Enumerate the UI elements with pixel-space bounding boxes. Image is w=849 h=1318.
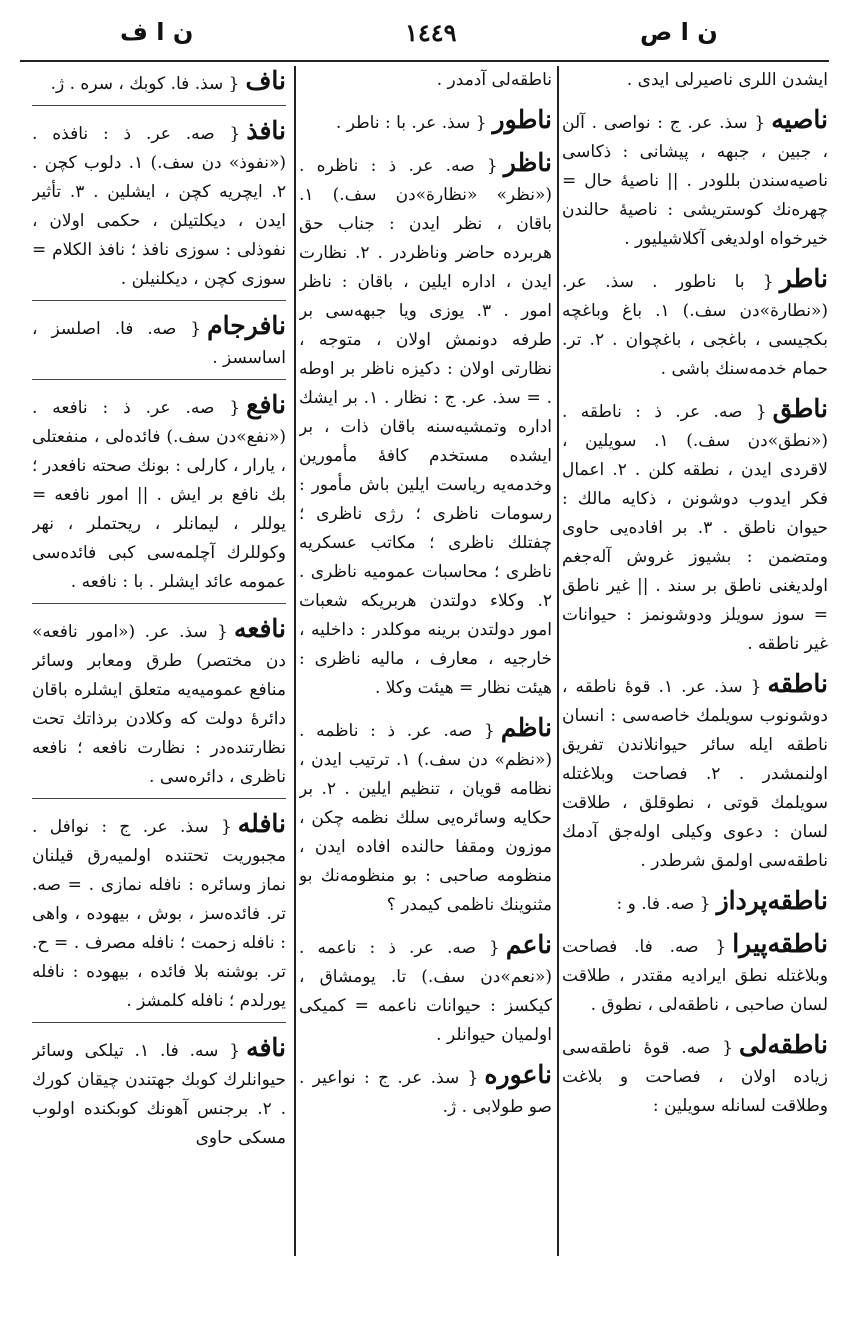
column-divider — [557, 66, 559, 1256]
entry-definition: ايشدن اللرى ناصيرلى ايدى . — [626, 70, 828, 90]
dictionary-entry — [562, 264, 828, 384]
entry-headword: نافرجام — [207, 311, 286, 340]
entry-definition: { صه. عر. ذ : ناطقه . («نطق»دن سف.) ١. سويلين ، لاقردى ايدن ، نطقه كلن . ٢. اعمال فكر ايدوب دوشونن ، ذكايه مالك : حيوان ناطق . ٣. بر افاده‌يى حاوى ومتضمن : بشيوز غروش آله‌جغم اولديغنى ناطق بر سند . || غير ناطق = سوز سويلز ودوشونمز : حيوانات غير ناطقه . — [562, 402, 828, 654]
dictionary-entry — [32, 116, 286, 301]
dictionary-entry — [299, 1060, 552, 1122]
dictionary-entry — [32, 66, 286, 106]
column-right — [562, 66, 828, 1256]
entry-headword: نافذ — [246, 116, 286, 145]
entry-definition: { سذ. عر. («امور نافعه» دن مختصر) طرق ومعابر وسائر منافع عموميه‌يه متعلق ايشلره باقان دائرۀ دولت كه وكلادن برذاتك تحت نظارتنده‌در : نظارت نافعه ؛ نافعه ناظرى ، دائره‌سى . — [32, 622, 286, 787]
dictionary-entry — [32, 1033, 286, 1153]
column-middle — [299, 66, 552, 1256]
dictionary-entry — [562, 1030, 828, 1121]
dictionary-entry — [32, 809, 286, 1023]
entry-definition: { صه. عر. ذ : نافعه . («نفع»دن سف.) فائده‌لى ، منفعتلى ، يارار ، كارلى : بونك صحته نافعدر ؛ بك نافع بر ايش . || امور نافعه = يوللر ، ليمانلر ، ريحتملر ، نهر وكوللرك آچلمه‌سى كبى فائده‌سى عمومه عائد ايشلر . با : نافعه . — [32, 398, 286, 592]
entry-headword: ناطقه — [767, 669, 828, 698]
entry-definition: { سذ. عر. ج : نوافل . مجبوريت تحتنده اولميه‌رق قيلنان نماز وسائره : نافله نمازى . = صه. تر. فائده‌سز ، بوش ، بيهوده ، واهى : نافله زحمت ؛ نافله مصرف . = ح. تر. بوشنه بلا فائده ، بيهوده : نافله يورلدم ؛ نافله كلمشز . — [32, 817, 286, 1011]
entry-definition: { صه. عر. ذ : ناظره . («نظر» «نظارة»دن سف.) ١. باقان ، نظر ايدن : جناب حق هربرده حاضر وناظردر . ٢. نظارت ايدن ، اداره ايلين ، باقان : ناظر امور . ٣. يوزى ويا جبهه‌سى بر طرفه دونمش اولان ، متوجه ، نظارتى اولان : دكيزه ناظر بر اوطه . = سذ. عر. ج : نظار . ١. بر ايشك اداره وتمشيه‌سنه باقان ذات ، بر ايشده مستخدم كافۀ مأمورين وخدمه‌يه رياست ايلين باش مأمور : رسومات ناظرى ؛ رژى ناظرى ؛ چفتلك ناظرى ؛ مكاتب عسكريه ناظرى ؛ محاسبات عموميه ناظرى . ٢. وكلاء دولتدن هربريكه شعبات امور دولتدن برينه موكلدر : داخليه ، خارجيه ، معارف ، ماليه ناظرى : هيئت نظار = هيئت وكلا . — [299, 156, 552, 698]
entry-headword: ناظم — [500, 713, 552, 742]
dictionary-entry — [32, 614, 286, 799]
dictionary-entry — [299, 930, 552, 1050]
entry-headword: ناطر — [779, 264, 828, 293]
dictionary-entry — [299, 66, 552, 95]
entry-definition: { صه. قوۀ ناطقه‌سى زياده اولان ، فصاحت و بلاغت وطلاقت لسانله سويلين : — [562, 1038, 828, 1116]
page-header — [20, 10, 829, 62]
entry-headword: نافله — [237, 809, 286, 838]
dictionary-columns — [22, 66, 828, 1256]
entry-headword: نافعه — [234, 614, 286, 643]
column-divider — [294, 66, 296, 1256]
entry-definition: { صه. عر. ذ : ناظمه . («نظم» دن سف.) ١. ترتيب ايدن ، نظامه قويان ، تنظيم ايلين . ٢. بر حكايه وسائره‌يى سلك نظمه چكن ، موزون ومقفا حالنده افاده ايدن ، منظومه صاحبى : بو منظومه‌نك بو مثنوينك ناظمى كيمدر ؟ — [299, 721, 552, 915]
entry-definition: { صه. فا. و : — [616, 894, 711, 914]
entry-headword: ناف — [245, 66, 286, 95]
entry-definition: { سذ. عر. ١. قوۀ ناطقه ، دوشونوب سويلمك خاصه‌سى : انسان ناطقه ايله سائر حيوانلاندن تفريق اولنمشدر . ٢. فصاحت وبلاغتله سويلمك قوتى ، نطوقلق ، طلاقت لسان : دعوى وكيلى اوله‌جق آدمك ناطقه‌سى اولمق شرطدر . — [562, 677, 828, 871]
entry-headword: ناعم — [505, 930, 552, 959]
entry-headword: ناعوره — [484, 1060, 552, 1089]
entry-definition: { صه. فا. اصلسز ، اساسسز . — [32, 319, 286, 368]
entry-headword: ناصيه — [771, 105, 828, 134]
entry-headword: نافع — [246, 390, 286, 419]
dictionary-entry — [562, 394, 828, 659]
dictionary-entry — [562, 886, 828, 919]
entry-headword: ناظر — [503, 148, 552, 177]
entry-definition: ناطقه‌لى آدمدر . — [436, 70, 552, 90]
dictionary-entry — [32, 311, 286, 380]
entry-headword: ناطقه‌پرداز — [716, 886, 828, 915]
dictionary-entry — [299, 148, 552, 703]
header-right-letters: ن ا ص — [640, 18, 718, 46]
dictionary-entry — [32, 390, 286, 604]
entry-definition: { صه. فا. فصاحت وبلاغتله نطق ايراديه مقتدر ، طلاقت لسان صاحبى ، ناطقه‌لى ، نطوق . — [562, 937, 828, 1015]
dictionary-entry — [299, 105, 552, 138]
entry-definition: { صه. عر. ذ : ناعمه . («نعم»دن سف.) تا. يومشاق ، كيكسز : حيوانات ناعمه = كميكى اولميان حيوانلر . — [299, 938, 552, 1045]
entry-headword: ناطور — [492, 105, 552, 134]
page-number: ١٤٤٩ — [405, 18, 457, 47]
entry-definition: { سه. فا. ١. تيلكى وسائر حيوانلرك كوبك جهتندن چيقان كورك . ٢. برجنس آهونك كوبكنده اولوب مسكى حاوى — [32, 1041, 286, 1148]
dictionary-entry — [299, 713, 552, 920]
entry-headword: ناطق — [772, 394, 828, 423]
header-left-letters: ن ا ف — [120, 18, 194, 46]
entry-definition: { با ناطور . سذ. عر. («نطارة»دن سف.) ١. باغ وباغچه بكجيسى ، باغجى ، باغچوان . ٢. تر. حمام خدمه‌سنك باشى . — [562, 272, 828, 379]
entry-definition: { سذ. فا. كوبك ، سره . ژ. — [50, 74, 240, 94]
dictionary-entry — [562, 66, 828, 95]
entry-definition: { سذ. عر. ج : نواعير . صو طولابى . ژ. — [299, 1068, 552, 1117]
entry-headword: ناطقه‌پيرا — [732, 929, 828, 958]
dictionary-entry — [562, 105, 828, 254]
entry-definition: { سذ. عر. ج : نواصى . آلن ، جبين ، جبهه ، پيشانى : ذكاسى ناصيه‌سندن بللودر . || ناصيۀ حال = چهره‌نك كوستريشى : ناصيۀ حالندن خيرخواه اولديغى آكلاشيليور . — [562, 113, 828, 249]
dictionary-entry — [562, 929, 828, 1020]
entry-headword: ناطقه‌لى — [739, 1030, 828, 1059]
entry-definition: { صه. عر. ذ : نافذه . («نفوذ» دن سف.) ١. دلوب كچن . ٢. ايچريه كچن ، ايشلين . ٣. تأثير ايدن ، ديكلتيلن ، حكمى اولان ، نفوذلى : سوزى نافذ ؛ نافذ الكلام = سوزى كچن ، ديكلنيلن . — [32, 124, 286, 289]
dictionary-entry — [562, 669, 828, 876]
column-left — [32, 66, 286, 1256]
entry-headword: نافه — [246, 1033, 286, 1062]
entry-definition: { سذ. عر. با : ناطر . — [335, 113, 487, 133]
